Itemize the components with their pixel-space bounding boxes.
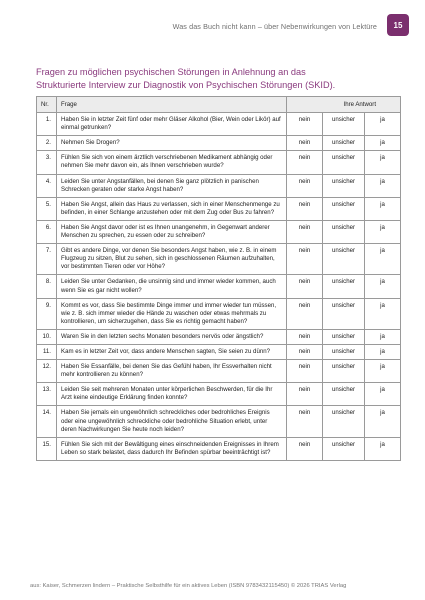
header-nr: Nr. (37, 97, 57, 113)
question-number: 4. (37, 174, 57, 197)
answer-nein[interactable]: nein (287, 197, 323, 220)
answer-nein[interactable]: nein (287, 244, 323, 275)
table-row (37, 244, 401, 275)
table-row (37, 437, 401, 460)
answer-nein[interactable]: nein (287, 136, 323, 151)
question-number: 15. (37, 437, 57, 460)
header-answer: Ihre Antwort (287, 97, 401, 113)
answer-nein[interactable]: nein (287, 406, 323, 437)
answer-nein[interactable]: nein (287, 151, 323, 174)
answer-ja[interactable]: ja (365, 360, 401, 383)
table-row (37, 220, 401, 243)
answer-ja[interactable]: ja (365, 113, 401, 136)
table-body (37, 113, 401, 461)
question-text: Haben Sie jemals ein ungewöhnlich schreckliches oder bedrohliches Ereignis oder eine ungewöhnlich schreckliche oder bedrohliche Situation erlebt, unter deren Nachwirkungen Sie heute noch leiden? (57, 406, 287, 437)
table-row (37, 151, 401, 174)
question-text: Nehmen Sie Drogen? (57, 136, 287, 151)
question-number: 7. (37, 244, 57, 275)
question-text: Fühlen Sie sich von einem ärztlich verschriebenen Medikament abhängig oder nehmen Sie mehr davon ein, als Ihnen verschrieben wurde? (57, 151, 287, 174)
question-number: 14. (37, 406, 57, 437)
question-text: Waren Sie in den letzten sechs Monaten besonders nervös oder ängstlich? (57, 329, 287, 344)
question-number: 8. (37, 275, 57, 298)
table-row (37, 298, 401, 329)
question-text: Haben Sie Angst davor oder ist es Ihnen unangenehm, in Gegenwart anderer Menschen zu sprechen, zu essen oder zu schreiben? (57, 220, 287, 243)
question-text: Gibt es andere Dinge, vor denen Sie besonders Angst haben, wie z. B. in einem Flugzeug zu sitzen, Blut zu sehen, sich in geschlossenen Räumen aufzuhalten, vor bestimmten Tieren oder vor Höhe? (57, 244, 287, 275)
answer-ja[interactable]: ja (365, 275, 401, 298)
answer-unsicher[interactable]: unsicher (323, 113, 365, 136)
answer-nein[interactable]: nein (287, 383, 323, 406)
question-number: 6. (37, 220, 57, 243)
question-number: 9. (37, 298, 57, 329)
answer-ja[interactable]: ja (365, 383, 401, 406)
answer-ja[interactable]: ja (365, 197, 401, 220)
question-number: 10. (37, 329, 57, 344)
footer-credit: aus: Kaiser, Schmerzen lindern – Praktische Selbsthilfe für ein aktives Leben (ISBN 9783432115450) © 2026 TRIAS Verlag (30, 583, 347, 589)
answer-nein[interactable]: nein (287, 329, 323, 344)
answer-nein[interactable]: nein (287, 220, 323, 243)
answer-nein[interactable]: nein (287, 113, 323, 136)
answer-ja[interactable]: ja (365, 329, 401, 344)
question-text: Haben Sie in letzter Zeit fünf oder mehr Gläser Alkohol (Bier, Wein oder Likör) auf einmal getrunken? (57, 113, 287, 136)
question-number: 11. (37, 344, 57, 359)
question-number: 13. (37, 383, 57, 406)
table-row (37, 113, 401, 136)
question-text: Leiden Sie unter Gedanken, die unsinnig sind und immer wieder kommen, auch wenn Sie es gar nicht wollen? (57, 275, 287, 298)
question-number: 5. (37, 197, 57, 220)
question-text: Leiden Sie unter Angstanfällen, bei denen Sie ganz plötzlich in panischen Schrecken geraten oder starke Angst haben? (57, 174, 287, 197)
answer-unsicher[interactable]: unsicher (323, 360, 365, 383)
table-row (37, 344, 401, 359)
question-text: Kam es in letzter Zeit vor, dass andere Menschen sagten, Sie seien zu dünn? (57, 344, 287, 359)
table-row (37, 275, 401, 298)
answer-nein[interactable]: nein (287, 275, 323, 298)
header-question: Frage (57, 97, 287, 113)
answer-unsicher[interactable]: unsicher (323, 329, 365, 344)
answer-nein[interactable]: nein (287, 174, 323, 197)
answer-unsicher[interactable]: unsicher (323, 197, 365, 220)
table-header-row (37, 97, 401, 113)
answer-unsicher[interactable]: unsicher (323, 437, 365, 460)
answer-unsicher[interactable]: unsicher (323, 151, 365, 174)
answer-unsicher[interactable]: unsicher (323, 298, 365, 329)
answer-ja[interactable]: ja (365, 174, 401, 197)
answer-unsicher[interactable]: unsicher (323, 136, 365, 151)
answer-ja[interactable]: ja (365, 298, 401, 329)
answer-unsicher[interactable]: unsicher (323, 275, 365, 298)
answer-nein[interactable]: nein (287, 344, 323, 359)
table-row (37, 383, 401, 406)
table-row (37, 197, 401, 220)
answer-unsicher[interactable]: unsicher (323, 344, 365, 359)
answer-unsicher[interactable]: unsicher (323, 244, 365, 275)
question-text: Haben Sie Essanfälle, bei denen Sie das Gefühl haben, Ihr Essverhalten nicht mehr kontrollieren zu können? (57, 360, 287, 383)
answer-ja[interactable]: ja (365, 136, 401, 151)
running-head: Was das Buch nicht kann – über Nebenwirkungen von Lektüre (172, 22, 377, 31)
answer-nein[interactable]: nein (287, 298, 323, 329)
table-row (37, 174, 401, 197)
question-text: Fühlen Sie sich mit der Bewältigung eines einschneidenden Ereignisses in Ihrem Leben so stark belastet, dass dadurch Ihr Befinden spürbar beeinträchtigt ist? (57, 437, 287, 460)
table-row (37, 136, 401, 151)
table-row (37, 360, 401, 383)
section-title-line-2: Strukturierte Interview zur Diagnostik von Psychischen Störungen (SKID). (36, 79, 336, 90)
answer-ja[interactable]: ja (365, 220, 401, 243)
answer-ja[interactable]: ja (365, 406, 401, 437)
answer-ja[interactable]: ja (365, 244, 401, 275)
question-number: 1. (37, 113, 57, 136)
questionnaire-table (36, 96, 401, 461)
answer-nein[interactable]: nein (287, 437, 323, 460)
question-text: Kommt es vor, dass Sie bestimmte Dinge immer und immer wieder tun müssen, wie z. B. sich immer wieder die Hände zu waschen oder etwas mehrmals zu kontrollieren, um sicherzugehen, dass Sie es richtig gemacht haben? (57, 298, 287, 329)
table-row (37, 406, 401, 437)
answer-unsicher[interactable]: unsicher (323, 174, 365, 197)
table-row (37, 329, 401, 344)
question-number: 2. (37, 136, 57, 151)
answer-unsicher[interactable]: unsicher (323, 220, 365, 243)
answer-ja[interactable]: ja (365, 151, 401, 174)
answer-unsicher[interactable]: unsicher (323, 406, 365, 437)
question-text: Leiden Sie seit mehreren Monaten unter körperlichen Beschwerden, für die Ihr Arzt keine eindeutige Erklärung finden konnte? (57, 383, 287, 406)
question-text: Haben Sie Angst, allein das Haus zu verlassen, sich in einer Menschenmenge zu befinden, in einer Schlange anzustehen oder mit dem Zug oder Bus zu fahren? (57, 197, 287, 220)
answer-ja[interactable]: ja (365, 437, 401, 460)
answer-unsicher[interactable]: unsicher (323, 383, 365, 406)
page-number-badge: 15 (387, 14, 409, 36)
question-number: 12. (37, 360, 57, 383)
answer-ja[interactable]: ja (365, 344, 401, 359)
section-title (36, 66, 396, 91)
answer-nein[interactable]: nein (287, 360, 323, 383)
section-title-line-1: Fragen zu möglichen psychischen Störungen in Anlehnung an das (36, 67, 306, 77)
question-number: 3. (37, 151, 57, 174)
